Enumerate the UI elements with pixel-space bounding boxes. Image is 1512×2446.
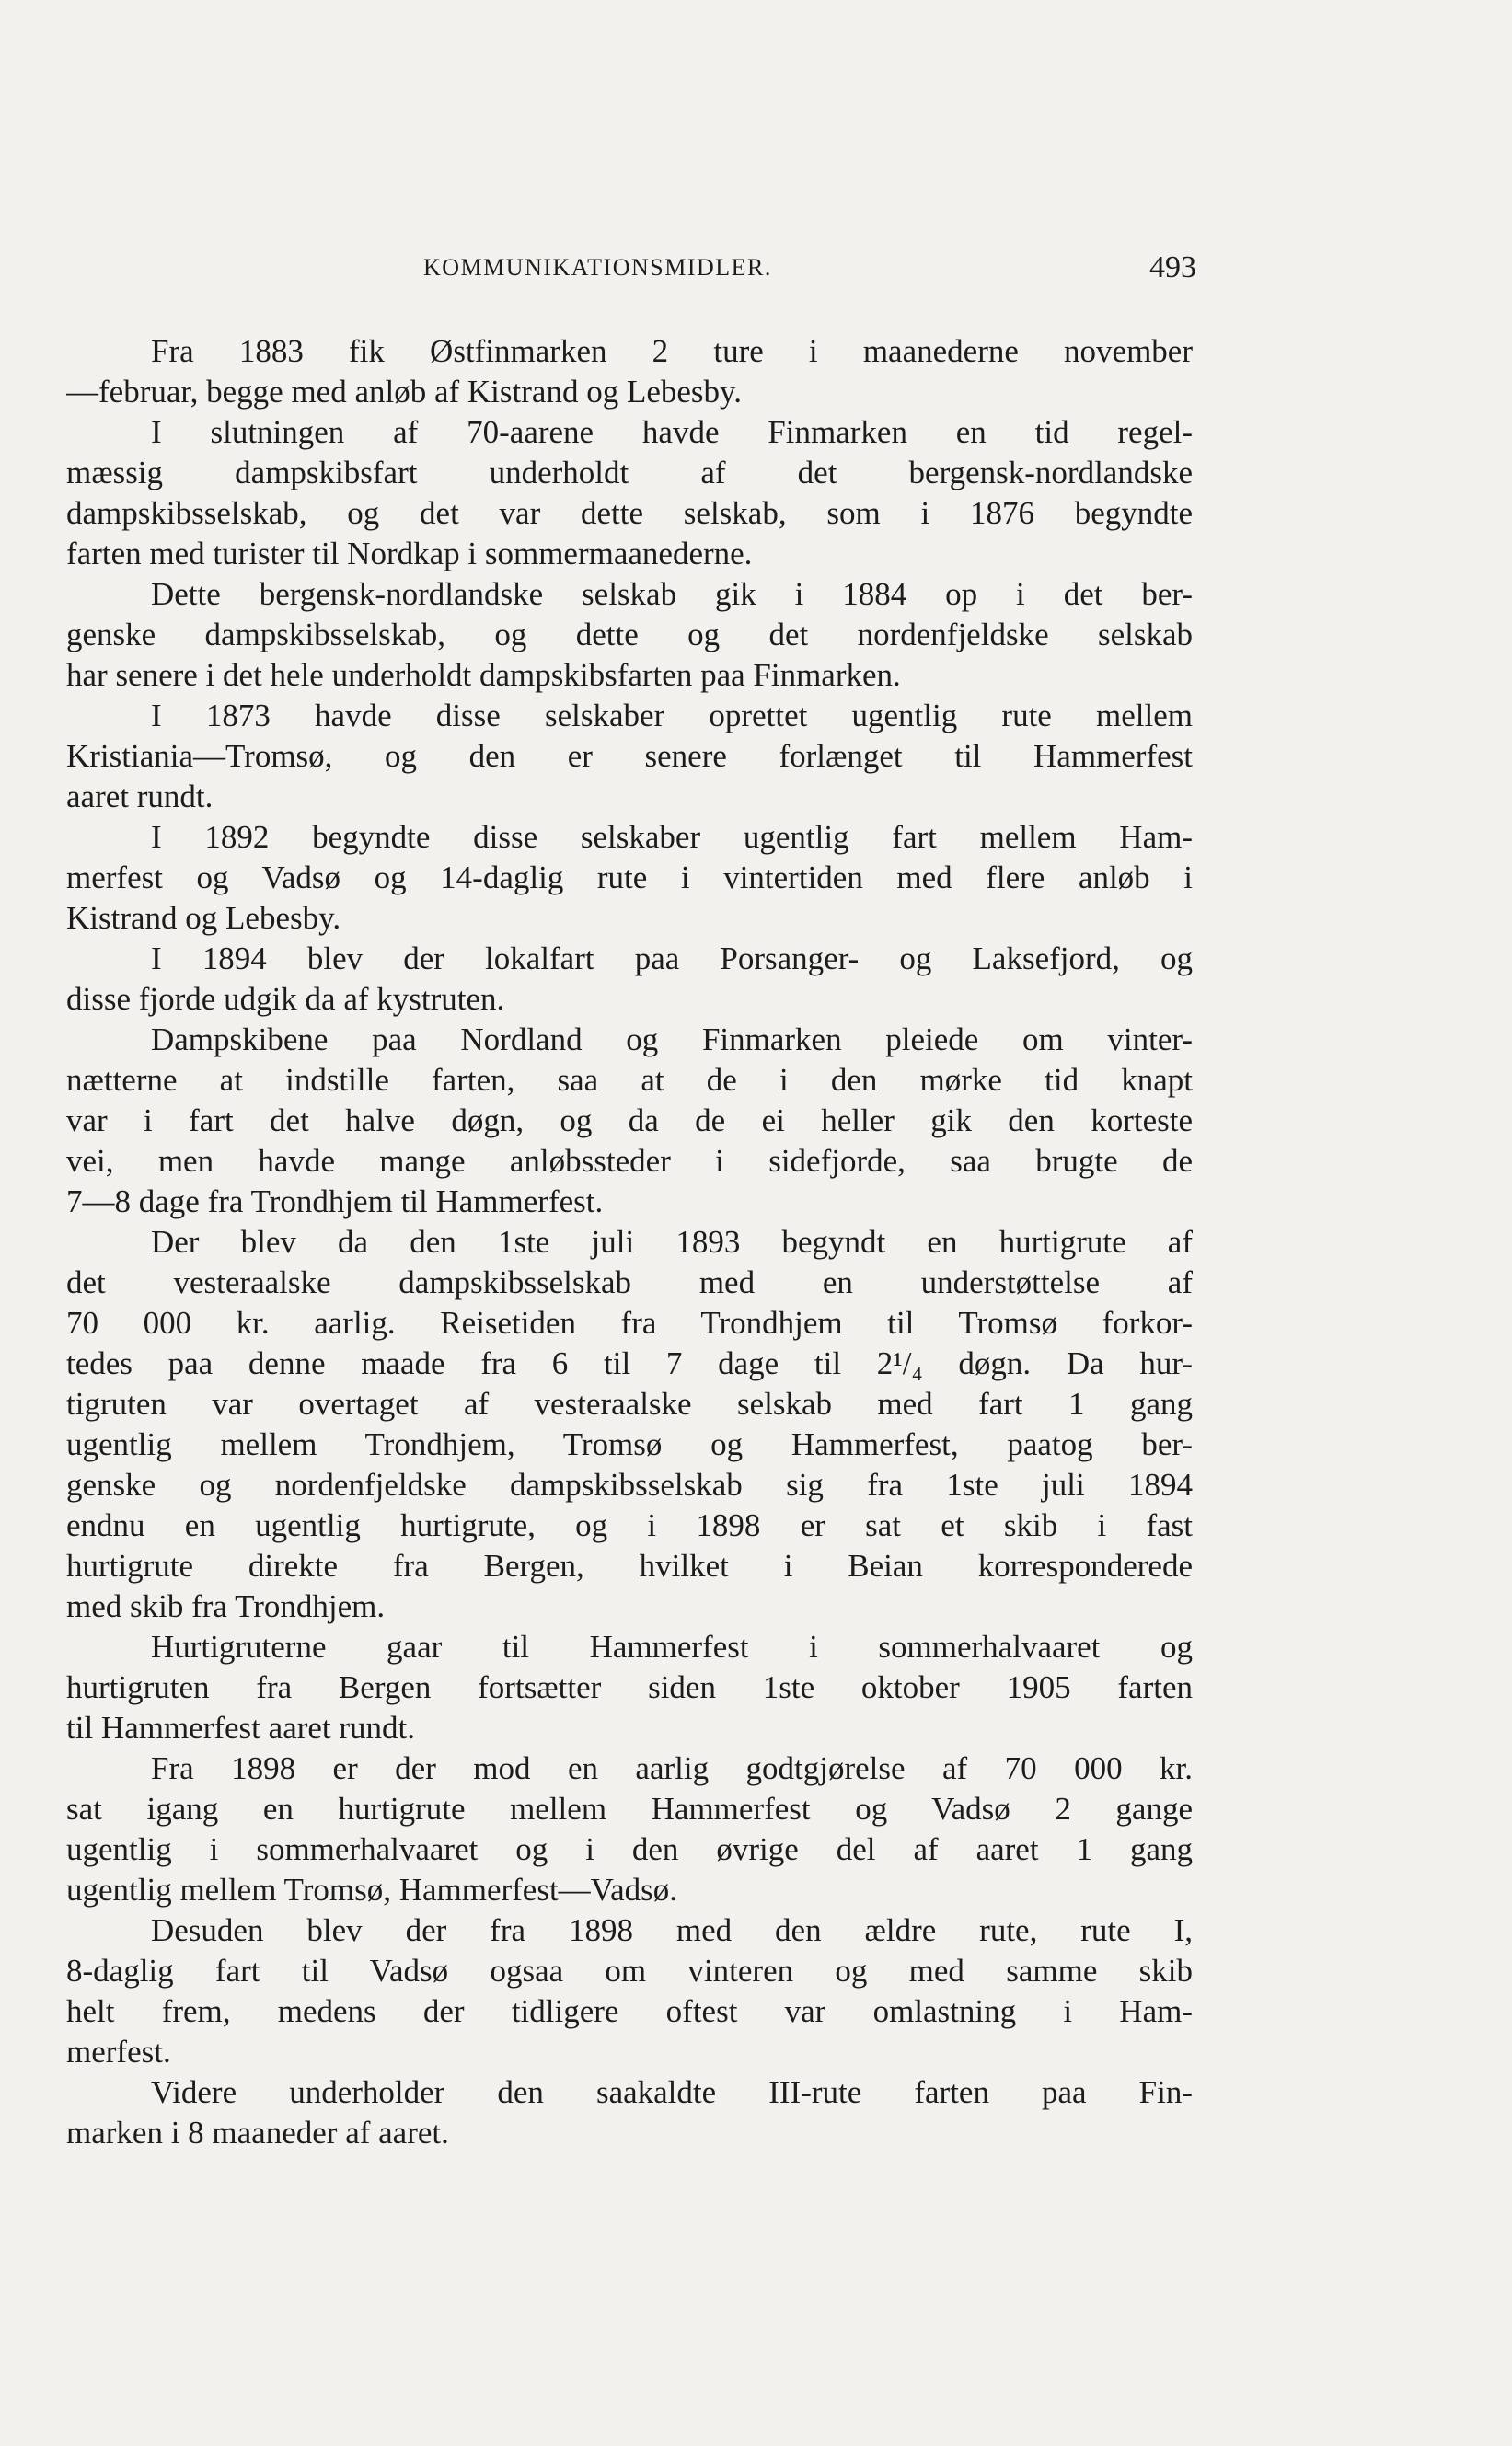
text-line: merfest og Vadsø og 14-daglig rute i vintertiden med flere anløb i [66,860,1193,895]
text-line: Dette bergensk-nordlandske selskab gik i 1884 op i det ber- [151,576,1193,612]
text-line: Kistrand og Lebesby. [66,900,341,936]
text-line: har senere i det hele underholdt dampskibsfarten paa Finmarken. [66,657,901,693]
text-line: til Hammerfest aaret rundt. [66,1710,416,1746]
text-line: det vesteraalske dampskibsselskab med en understøttelse af [66,1264,1193,1300]
text-line: Fra 1898 er der mod en aarlig godtgjørelse af 70 000 kr. [151,1750,1193,1786]
text-line: Hurtigruterne gaar til Hammerfest i sommerhalvaaret og [151,1629,1193,1665]
text-line: farten med turister til Nordkap i sommermaanederne. [66,536,753,571]
text-line: genske dampskibsselskab, og dette og det nordenfjeldske selskab [66,617,1193,652]
text-line: sat igang en hurtigrute mellem Hammerfest og Vadsø 2 gange [66,1791,1193,1827]
text-line: ugentlig mellem Tromsø, Hammerfest—Vadsø. [66,1872,677,1908]
text-line: dampskibsselskab, og det var dette selskab, som i 1876 begyndte [66,495,1193,531]
text-line: 70 000 kr. aarlig. Reisetiden fra Trondhjem til Tromsø forkor- [66,1305,1193,1341]
text-line: tigruten var overtaget af vesteraalske selskab med fart 1 gang [66,1386,1193,1422]
text-line: vei, men havde mange anløbssteder i sidefjorde, saa brugte de [66,1143,1193,1179]
text-line: genske og nordenfjeldske dampskibsselskab sig fra 1ste juli 1894 [66,1467,1193,1503]
text-line: mæssig dampskibsfart underholdt af det bergensk-nordlandske [66,455,1193,490]
text-line: med skib fra Trondhjem. [66,1588,386,1624]
page-number: 493 [1149,250,1196,284]
text-line: Desuden blev der fra 1898 med den ældre rute, rute I, [151,1912,1193,1948]
text-line: hurtigruten fra Bergen fortsætter siden 1ste oktober 1905 farten [66,1669,1193,1705]
text-line: endnu en ugentlig hurtigrute, og i 1898 er sat et skib i fast [66,1507,1193,1543]
running-title: KOMMUNIKATIONSMIDLER. [423,254,772,281]
text-line: aaret rundt. [66,779,214,814]
text-line: hurtigrute direkte fra Bergen, hvilket i Beian korresponderede [66,1548,1193,1584]
text-line: disse fjorde udgik da af kystruten. [66,981,505,1017]
text-line: I 1894 blev der lokalfart paa Porsanger- og Laksefjord, og [151,940,1193,976]
text-line: 8-daglig fart til Vadsø ogsaa om vinteren og med samme skib [66,1953,1193,1989]
text-line: ugentlig i sommerhalvaaret og i den øvrige del af aaret 1 gang [66,1831,1193,1867]
body-text [66,331,1193,2153]
text-line: Der blev da den 1ste juli 1893 begyndt en hurtigrute af [151,1224,1193,1260]
text-line: Kristiania—Tromsø, og den er senere forlænget til Hammerfest [66,738,1193,774]
text-line: var i fart det halve døgn, og da de ei heller gik den korteste [66,1102,1193,1138]
running-head [423,250,1196,291]
text-line: tedes paa denne maade fra 6 til 7 dage til 2¹/₄ døgn. Da hur- [66,1345,1193,1381]
text-line: 7—8 dage fra Trondhjem til Hammerfest. [66,1183,604,1219]
text-line: Videre underholder den saakaldte III-rute farten paa Fin- [151,2074,1193,2110]
text-line: I 1892 begyndte disse selskaber ugentlig fart mellem Ham- [151,819,1193,855]
text-line: Fra 1883 fik Østfinmarken 2 ture i maanederne november [151,333,1193,369]
text-line: ugentlig mellem Trondhjem, Tromsø og Hammerfest, paatog ber- [66,1426,1193,1462]
text-line: I slutningen af 70-aarene havde Finmarken en tid regel- [151,414,1193,450]
text-line: marken i 8 maaneder af aaret. [66,2115,449,2151]
text-line: —februar, begge med anløb af Kistrand og Lebesby. [66,374,742,410]
text-line: I 1873 havde disse selskaber oprettet ugentlig rute mellem [151,698,1193,733]
text-line: merfest. [66,2034,171,2070]
text-line: Dampskibene paa Nordland og Finmarken pleiede om vinter- [151,1021,1193,1057]
text-line: nætterne at indstille farten, saa at de i den mørke tid knapt [66,1062,1193,1098]
text-line: helt frem, medens der tidligere oftest var omlastning i Ham- [66,1993,1193,2029]
